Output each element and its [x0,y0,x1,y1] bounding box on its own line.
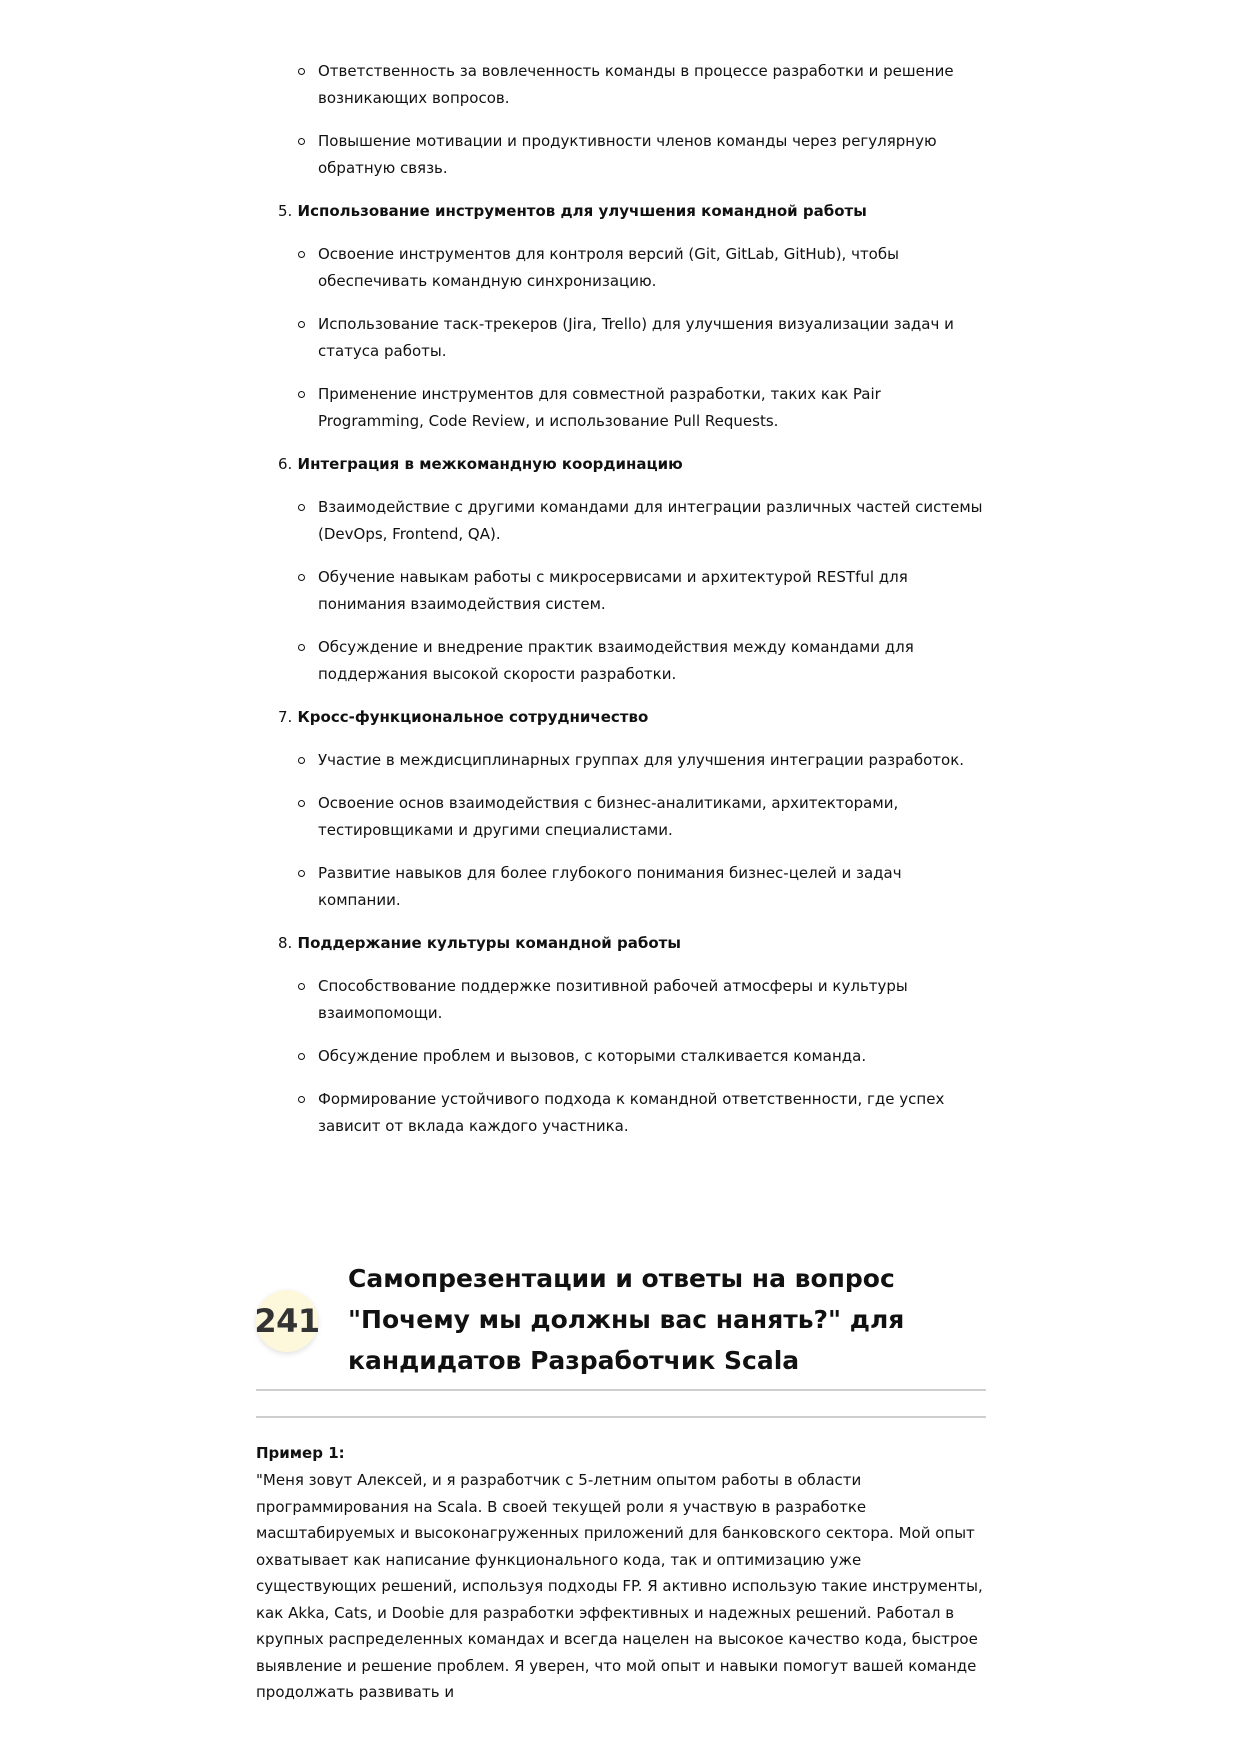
list-item: Использование таск-трекеров (Jira, Trello) для улучшения визуализации задач и статуса работы. [298,311,986,365]
bullet-list [256,241,986,435]
list-item: Взаимодействие с другими командами для интеграции различных частей системы (DevOps, Frontend, QA). [298,494,986,548]
section-heading [278,451,986,478]
section-title: Кросс-функциональное сотрудничество [297,708,649,726]
example-label: Пример 1: [256,1444,345,1462]
section-number: 8. [278,934,293,952]
list-item: Освоение основ взаимодействия с бизнес-аналитиками, архитекторами, тестировщиками и другими специалистами. [298,790,986,844]
divider [256,1389,986,1391]
section-title: Использование инструментов для улучшения командной работы [297,202,867,220]
chapter-number-badge: 241 [256,1290,318,1352]
bullet-list [256,58,986,182]
list-section-6 [256,451,986,688]
section-number: 6. [278,455,293,473]
numbered-list [256,58,986,1156]
list-item: Обсуждение и внедрение практик взаимодействия между командами для поддержания высокой скорости разработки. [298,634,986,688]
section-number: 7. [278,708,293,726]
list-item: Применение инструментов для совместной разработки, таких как Pair Programming, Code Review, и использование Pull Requests. [298,381,986,435]
section-heading [278,198,986,225]
list-item: Освоение инструментов для контроля версий (Git, GitLab, GitHub), чтобы обеспечивать командную синхронизацию. [298,241,986,295]
chapter-section [256,1258,986,1706]
list-item: Развитие навыков для более глубокого понимания бизнес-целей и задач компании. [298,860,986,914]
list-item: Обсуждение проблем и вызовов, с которыми сталкивается команда. [298,1043,986,1070]
chapter-title: Самопрезентации и ответы на вопрос "Почему мы должны вас нанять?" для кандидатов Разработчик Scala [348,1264,905,1375]
section-title: Поддержание культуры командной работы [297,934,681,952]
list-item: Участие в междисциплинарных группах для улучшения интеграции разработок. [298,747,986,774]
section-heading [278,930,986,957]
list-section-8 [256,930,986,1140]
section-title: Интеграция в межкомандную координацию [297,455,683,473]
bullet-list [256,747,986,914]
divider [256,1416,986,1418]
bullet-list [256,973,986,1140]
bullet-list [256,494,986,688]
list-item: Повышение мотивации и продуктивности членов команды через регулярную обратную связь. [298,128,986,182]
list-item: Ответственность за вовлеченность команды в процессе разработки и решение возникающих вопросов. [298,58,986,112]
list-item: Формирование устойчивого подхода к командной ответственности, где успех зависит от вклада каждого участника. [298,1086,986,1140]
section-heading [278,704,986,731]
list-section-5 [256,198,986,435]
list-item: Способствование поддержке позитивной рабочей атмосферы и культуры взаимопомощи. [298,973,986,1027]
list-item: Обучение навыкам работы с микросервисами и архитектурой RESTful для понимания взаимодействия систем. [298,564,986,618]
example-text: "Меня зовут Алексей, и я разработчик с 5-летним опытом работы в области программирования на Scala. В своей текущей роли я участвую в разработке масштабируемых и высоконагруженных приложений для банковского сектора. Мой опыт охватывает как написание функционального кода, так и оптимизацию уже существующих решений, используя подходы FP. Я активно использую такие инструменты, как Akka, Cats, и Doobie для разработки эффективных и надежных решений. Работал в крупных распределенных командах и всегда нацелен на высокое качество кода, быстрое выявление и решение проблем. Я уверен, что мой опыт и навыки помогут вашей команде продолжать развивать и [256,1471,983,1701]
section-number: 5. [278,202,293,220]
list-section-7 [256,704,986,914]
